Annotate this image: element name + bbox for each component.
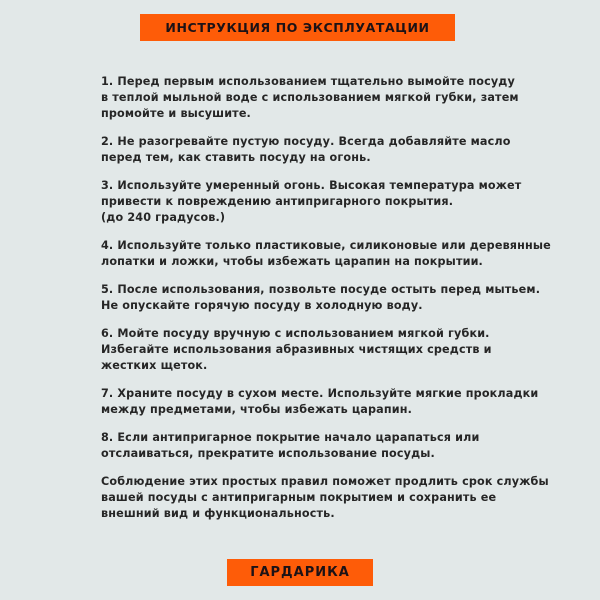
instruction-line: перед тем, как ставить посуду на огонь. [101, 150, 371, 164]
closing-line: внешний вид и функциональность. [101, 506, 335, 520]
instruction-line: (до 240 градусов.) [101, 210, 226, 224]
instruction-item-1 [101, 74, 541, 121]
instruction-item-8 [101, 430, 541, 462]
instruction-line: 4. Используйте только пластиковые, силиконовые или деревянные [101, 238, 551, 252]
instruction-line: отслаиваться, прекратите использование посуды. [101, 446, 435, 460]
instruction-line: лопатки и ложки, чтобы избежать царапин на покрытии. [101, 254, 483, 268]
instruction-item-5 [101, 282, 541, 314]
footer-banner [227, 559, 373, 586]
instruction-line: Не опускайте горячую посуду в холодную воду. [101, 298, 423, 312]
instruction-line: привести к повреждению антипригарного покрытия. [101, 194, 454, 208]
instructions-body [101, 74, 551, 534]
instruction-item-4 [101, 238, 551, 270]
instruction-line: 7. Храните посуду в сухом месте. Используйте мягкие прокладки [101, 386, 539, 400]
instruction-line: между предметами, чтобы избежать царапин. [101, 402, 412, 416]
instruction-line: промойте и высушите. [101, 106, 251, 120]
header-banner [140, 14, 455, 41]
instruction-item-3 [101, 178, 541, 225]
instruction-line: 2. Не разогревайте пустую посуду. Всегда добавляйте масло [101, 134, 511, 148]
instruction-line: 6. Мойте посуду вручную с использованием мягкой губки. [101, 327, 490, 341]
instruction-item-2 [101, 134, 541, 166]
instruction-line: 3. Используйте умеренный огонь. Высокая температура может [101, 178, 522, 192]
closing-paragraph [101, 474, 549, 521]
instruction-line: в теплой мыльной воде с использованием мягкой губки, затем [101, 90, 519, 104]
instruction-line: 1. Перед первым использованием тщательно вымойте посуду [101, 75, 515, 88]
instruction-line: жестких щеток. [101, 358, 208, 372]
instruction-line: 8. Если антипригарное покрытие начало царапаться или [101, 431, 480, 445]
instruction-line: Избегайте использования абразивных чистящих средств и [101, 342, 492, 356]
closing-line: Соблюдение этих простых правил поможет продлить срок службы [101, 475, 549, 489]
instruction-item-7 [101, 386, 541, 418]
brand-name: ГАРДАРИКА [250, 565, 350, 580]
closing-line: вашей посуды с антипригарным покрытием и сохранить ее [101, 490, 497, 504]
instruction-line: 5. После использования, позвольте посуде остыть перед мытьем. [101, 282, 541, 296]
instruction-item-6 [101, 326, 541, 373]
page-title: ИНСТРУКЦИЯ ПО ЭКСПЛУАТАЦИИ [165, 20, 430, 35]
